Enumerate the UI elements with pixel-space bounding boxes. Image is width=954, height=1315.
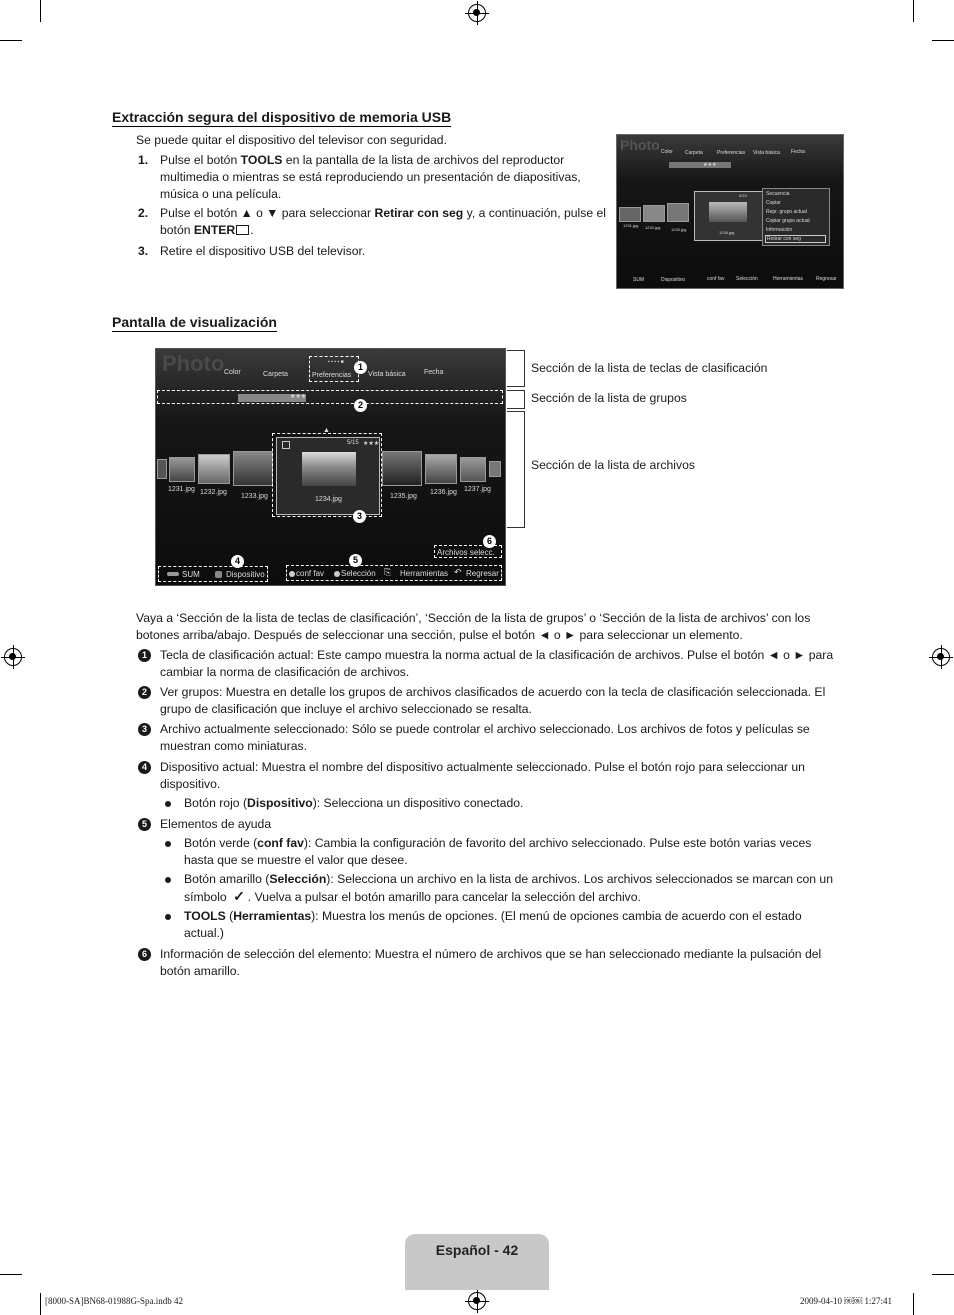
selected-files-info xyxy=(434,545,502,558)
return-label[interactable]: Regresar xyxy=(466,569,499,578)
bullet-icon xyxy=(165,877,171,883)
menu-item[interactable]: Secuencia xyxy=(766,191,790,197)
marker-4: 4 xyxy=(231,555,244,568)
device-icon xyxy=(215,571,222,578)
body-intro: Vaya a ‘Sección de la lista de teclas de clasificación’, ‘Sección de la lista de grupos’ o ‘Sección de la lista de archivos’ con los botones arriba/abajo. Después de seleccionar una sección, pulse el botón ◄ o ► para seleccionar un elemento. xyxy=(136,611,811,642)
section-heading-display: Pantalla de visualización xyxy=(112,314,277,330)
file-label: 1236.jpg xyxy=(430,489,457,496)
group-bar xyxy=(669,162,731,168)
file-thumbnail[interactable] xyxy=(233,451,273,486)
item-number-2: 2 xyxy=(138,686,151,699)
bullet-red-text: Botón rojo (Dispositivo): Selecciona un dispositivo conectado. xyxy=(184,796,524,810)
bullet-icon xyxy=(165,801,171,807)
file-thumbnail[interactable] xyxy=(460,457,486,482)
bullet-green-text: Botón verde (conf fav): Cambia la configuración de favorito del archivo seleccionado. Pulse este botón varias veces hasta que se muestre el valor que desee. xyxy=(184,836,812,867)
group-list-highlight[interactable] xyxy=(157,390,503,404)
marker-2: 2 xyxy=(354,399,367,412)
conf-fav-label: conf fav xyxy=(707,276,725,282)
group-stars: ★★★ xyxy=(703,162,717,168)
sort-key: Color xyxy=(661,149,673,155)
crop-mark xyxy=(40,0,41,22)
menu-item[interactable]: Información xyxy=(766,227,793,233)
check-icon: ✓ xyxy=(233,888,245,904)
file-label: 1232.jpg xyxy=(200,489,227,496)
rating-stars: ★★★ xyxy=(363,441,380,447)
sort-key: Vista básica xyxy=(368,371,406,378)
file-label: 1234.jpg xyxy=(719,230,735,235)
return-icon: ↶ xyxy=(454,567,462,577)
file-label: 1235.jpg xyxy=(390,493,417,500)
bullet-icon xyxy=(165,914,171,920)
file-thumbnail[interactable] xyxy=(489,461,501,477)
select-checkbox[interactable] xyxy=(282,441,290,449)
group-stars: ★★★ xyxy=(290,394,307,400)
file-thumbnail[interactable] xyxy=(157,459,167,479)
sort-key: Fecha xyxy=(424,369,444,376)
sum-label: SUM xyxy=(182,570,200,579)
return-label: Regresar xyxy=(816,276,837,282)
item-number-3: 3 xyxy=(138,723,151,736)
menu-item[interactable]: Copiar xyxy=(766,200,781,206)
file-counter: 5/15 xyxy=(347,440,359,446)
marker-3: 3 xyxy=(353,510,366,523)
file-thumbnail[interactable] xyxy=(198,454,230,484)
callout-groups: Sección de la lista de grupos xyxy=(531,391,687,405)
sort-key[interactable]: Preferencias xyxy=(312,372,352,379)
section-heading-usb: Extracción segura del dispositivo de memoria USB xyxy=(112,109,452,125)
crop-mark xyxy=(0,40,22,41)
crop-mark xyxy=(0,1274,22,1275)
file-thumbnail[interactable] xyxy=(425,454,457,484)
item-number-6: 6 xyxy=(138,948,151,961)
current-device-area[interactable] xyxy=(158,566,268,582)
selected-files-label: Archivos selecc. xyxy=(437,548,495,557)
enter-icon xyxy=(236,225,249,235)
registration-mark-icon xyxy=(468,4,486,22)
item-3-text: Archivo actualmente seleccionado: Sólo se puede controlar el archivo seleccionado. Los archivos de fotos y películas se muestran como miniaturas. xyxy=(160,722,810,753)
big-tv-screen xyxy=(155,348,506,586)
tools-label: Herramientas xyxy=(773,276,804,282)
menu-item[interactable]: Copiar grupo actual xyxy=(766,218,810,224)
sort-key: Carpeta xyxy=(685,150,703,156)
selection-label: Selección xyxy=(736,276,758,282)
page-label: Español - 42 xyxy=(435,1242,519,1258)
print-footer-date: 2009-04-10 ￼￼ 1:27:41 xyxy=(800,1296,892,1306)
callout-bracket xyxy=(507,350,525,387)
file-thumbnail[interactable] xyxy=(382,451,422,486)
item-6-text: Información de selección del elemento: Muestra el número de archivos que se han seleccionado mediante la pulsación del botón amarillo. xyxy=(160,947,822,978)
callout-bracket xyxy=(507,390,525,409)
tools-label[interactable]: Herramientas xyxy=(400,569,449,578)
menu-item[interactable]: Repr. grupo actual xyxy=(766,209,807,215)
step-3-text: Retire el dispositivo USB del televisor. xyxy=(160,244,366,258)
small-tv-screen xyxy=(616,134,844,289)
menu-item-selected[interactable]: Retirar con seg xyxy=(765,235,826,243)
file-thumbnail xyxy=(643,205,665,222)
tools-menu[interactable] xyxy=(762,188,830,246)
callout-files: Sección de la lista de archivos xyxy=(531,458,695,472)
callout-sort-keys: Sección de la lista de teclas de clasificación xyxy=(531,361,768,375)
file-label: 1237.jpg xyxy=(464,486,491,493)
step-number: 1. xyxy=(138,153,149,167)
file-label: 1233.jpg xyxy=(241,493,268,500)
item-number-4: 4 xyxy=(138,761,151,774)
crop-mark xyxy=(913,0,914,22)
bullet-icon xyxy=(165,841,171,847)
registration-mark-icon xyxy=(932,648,950,666)
item-5-text: Elementos de ayuda xyxy=(160,817,272,831)
file-label: 1231.jpg xyxy=(168,486,195,493)
item-number-5: 5 xyxy=(138,818,151,831)
screen-title: Photo xyxy=(620,137,660,153)
device-label: Dispositivo xyxy=(661,277,686,283)
sum-label: SUM xyxy=(633,277,645,283)
file-counter: 5/15 xyxy=(739,193,747,198)
sort-key: Vista básica xyxy=(753,150,780,156)
file-label: 1233.jpg xyxy=(671,227,687,232)
current-file-thumbnail xyxy=(302,452,356,486)
sort-key: Carpeta xyxy=(263,371,288,378)
marker-6: 6 xyxy=(483,535,496,548)
file-label: 1231.jpg xyxy=(623,223,639,228)
green-button-icon xyxy=(289,571,295,577)
step-number: 2. xyxy=(138,206,149,220)
crop-mark xyxy=(913,1293,914,1315)
step-2-text: Pulse el botón ▲ o ▼ para seleccionar Retirar con seg y, a continuación, pulse el botón ENTER . xyxy=(160,206,606,237)
file-thumbnail xyxy=(667,203,689,222)
up-arrow-icon: ▲ xyxy=(323,427,330,434)
current-file-frame[interactable] xyxy=(276,437,380,515)
item-2-text: Ver grupos: Muestra en detalle los grupos de archivos clasificados de acuerdo con la tecla de clasificación seleccionada. El grupo de clasificación que incluye el archivo seleccionado se resalta. xyxy=(160,685,826,716)
help-items-area xyxy=(286,565,502,581)
crop-mark xyxy=(932,1274,954,1275)
section-intro: Se puede quitar el dispositivo del televisor con seguridad. xyxy=(136,133,447,147)
print-footer-file: [8000-SA]BN68-01988G-Spa.indb 42 xyxy=(45,1296,183,1306)
screen-title: Photo xyxy=(162,351,225,376)
marker-5: 5 xyxy=(349,554,362,567)
selection-label[interactable]: Selección xyxy=(341,569,376,578)
file-label: 1232.jpg xyxy=(645,225,661,230)
current-sort-key-highlight[interactable] xyxy=(309,356,359,382)
tools-icon: ⎘ xyxy=(384,567,392,577)
conf-fav-label[interactable]: conf fav xyxy=(296,569,325,578)
sort-key: Color xyxy=(224,369,241,376)
item-number-1: 1 xyxy=(138,649,151,662)
device-label[interactable]: Dispositivo xyxy=(226,570,265,579)
item-1-text: Tecla de clasificación actual: Este campo muestra la norma actual de la clasificación de archivos. Pulse el botón ◄ o ► para cambiar la norma de clasificación de archivos. xyxy=(160,648,834,679)
file-thumbnail xyxy=(619,207,641,222)
marker-1: 1 xyxy=(354,361,367,374)
sort-page-dots: ▪ ▪ ▪ ▪ ■ xyxy=(328,359,344,365)
current-file-name: 1234.jpg xyxy=(315,496,342,503)
current-file-highlight[interactable] xyxy=(272,433,382,517)
crop-mark xyxy=(40,1293,41,1315)
sort-key: Fecha xyxy=(791,149,805,155)
registration-mark-icon xyxy=(468,1292,486,1310)
bullet-yellow-text: Botón amarillo (Selección): Selecciona un archivo en la lista de archivos. Los archivos seleccionados se marcan con un símbolo ✓ . Vuelva a pulsar el botón amarillo para cancelar la selección del archivo. xyxy=(184,872,833,904)
current-file-thumbnail xyxy=(709,202,747,222)
sort-key: Preferencias xyxy=(717,150,746,156)
step-1-text: Pulse el botón TOOLS en la pantalla de la lista de archivos del reproductor multimedia o mientras se está reproduciendo un presentación de diapositivas, música o una película. xyxy=(160,153,581,201)
red-button-icon xyxy=(167,572,179,576)
current-file-frame xyxy=(694,191,766,241)
callout-bracket xyxy=(507,411,525,528)
bullet-tools-text: TOOLS (Herramientas): Muestra los menús de opciones. (El menú de opciones cambia de acuerdo con el estado actual.) xyxy=(184,909,802,940)
crop-mark xyxy=(932,40,954,41)
step-number: 3. xyxy=(138,244,149,258)
file-thumbnail[interactable] xyxy=(169,457,195,482)
registration-mark-icon xyxy=(4,648,22,666)
item-4-text: Dispositivo actual: Muestra el nombre del dispositivo actualmente seleccionado. Pulse el botón rojo para seleccionar un dispositivo. xyxy=(160,760,805,791)
yellow-button-icon xyxy=(334,571,340,577)
